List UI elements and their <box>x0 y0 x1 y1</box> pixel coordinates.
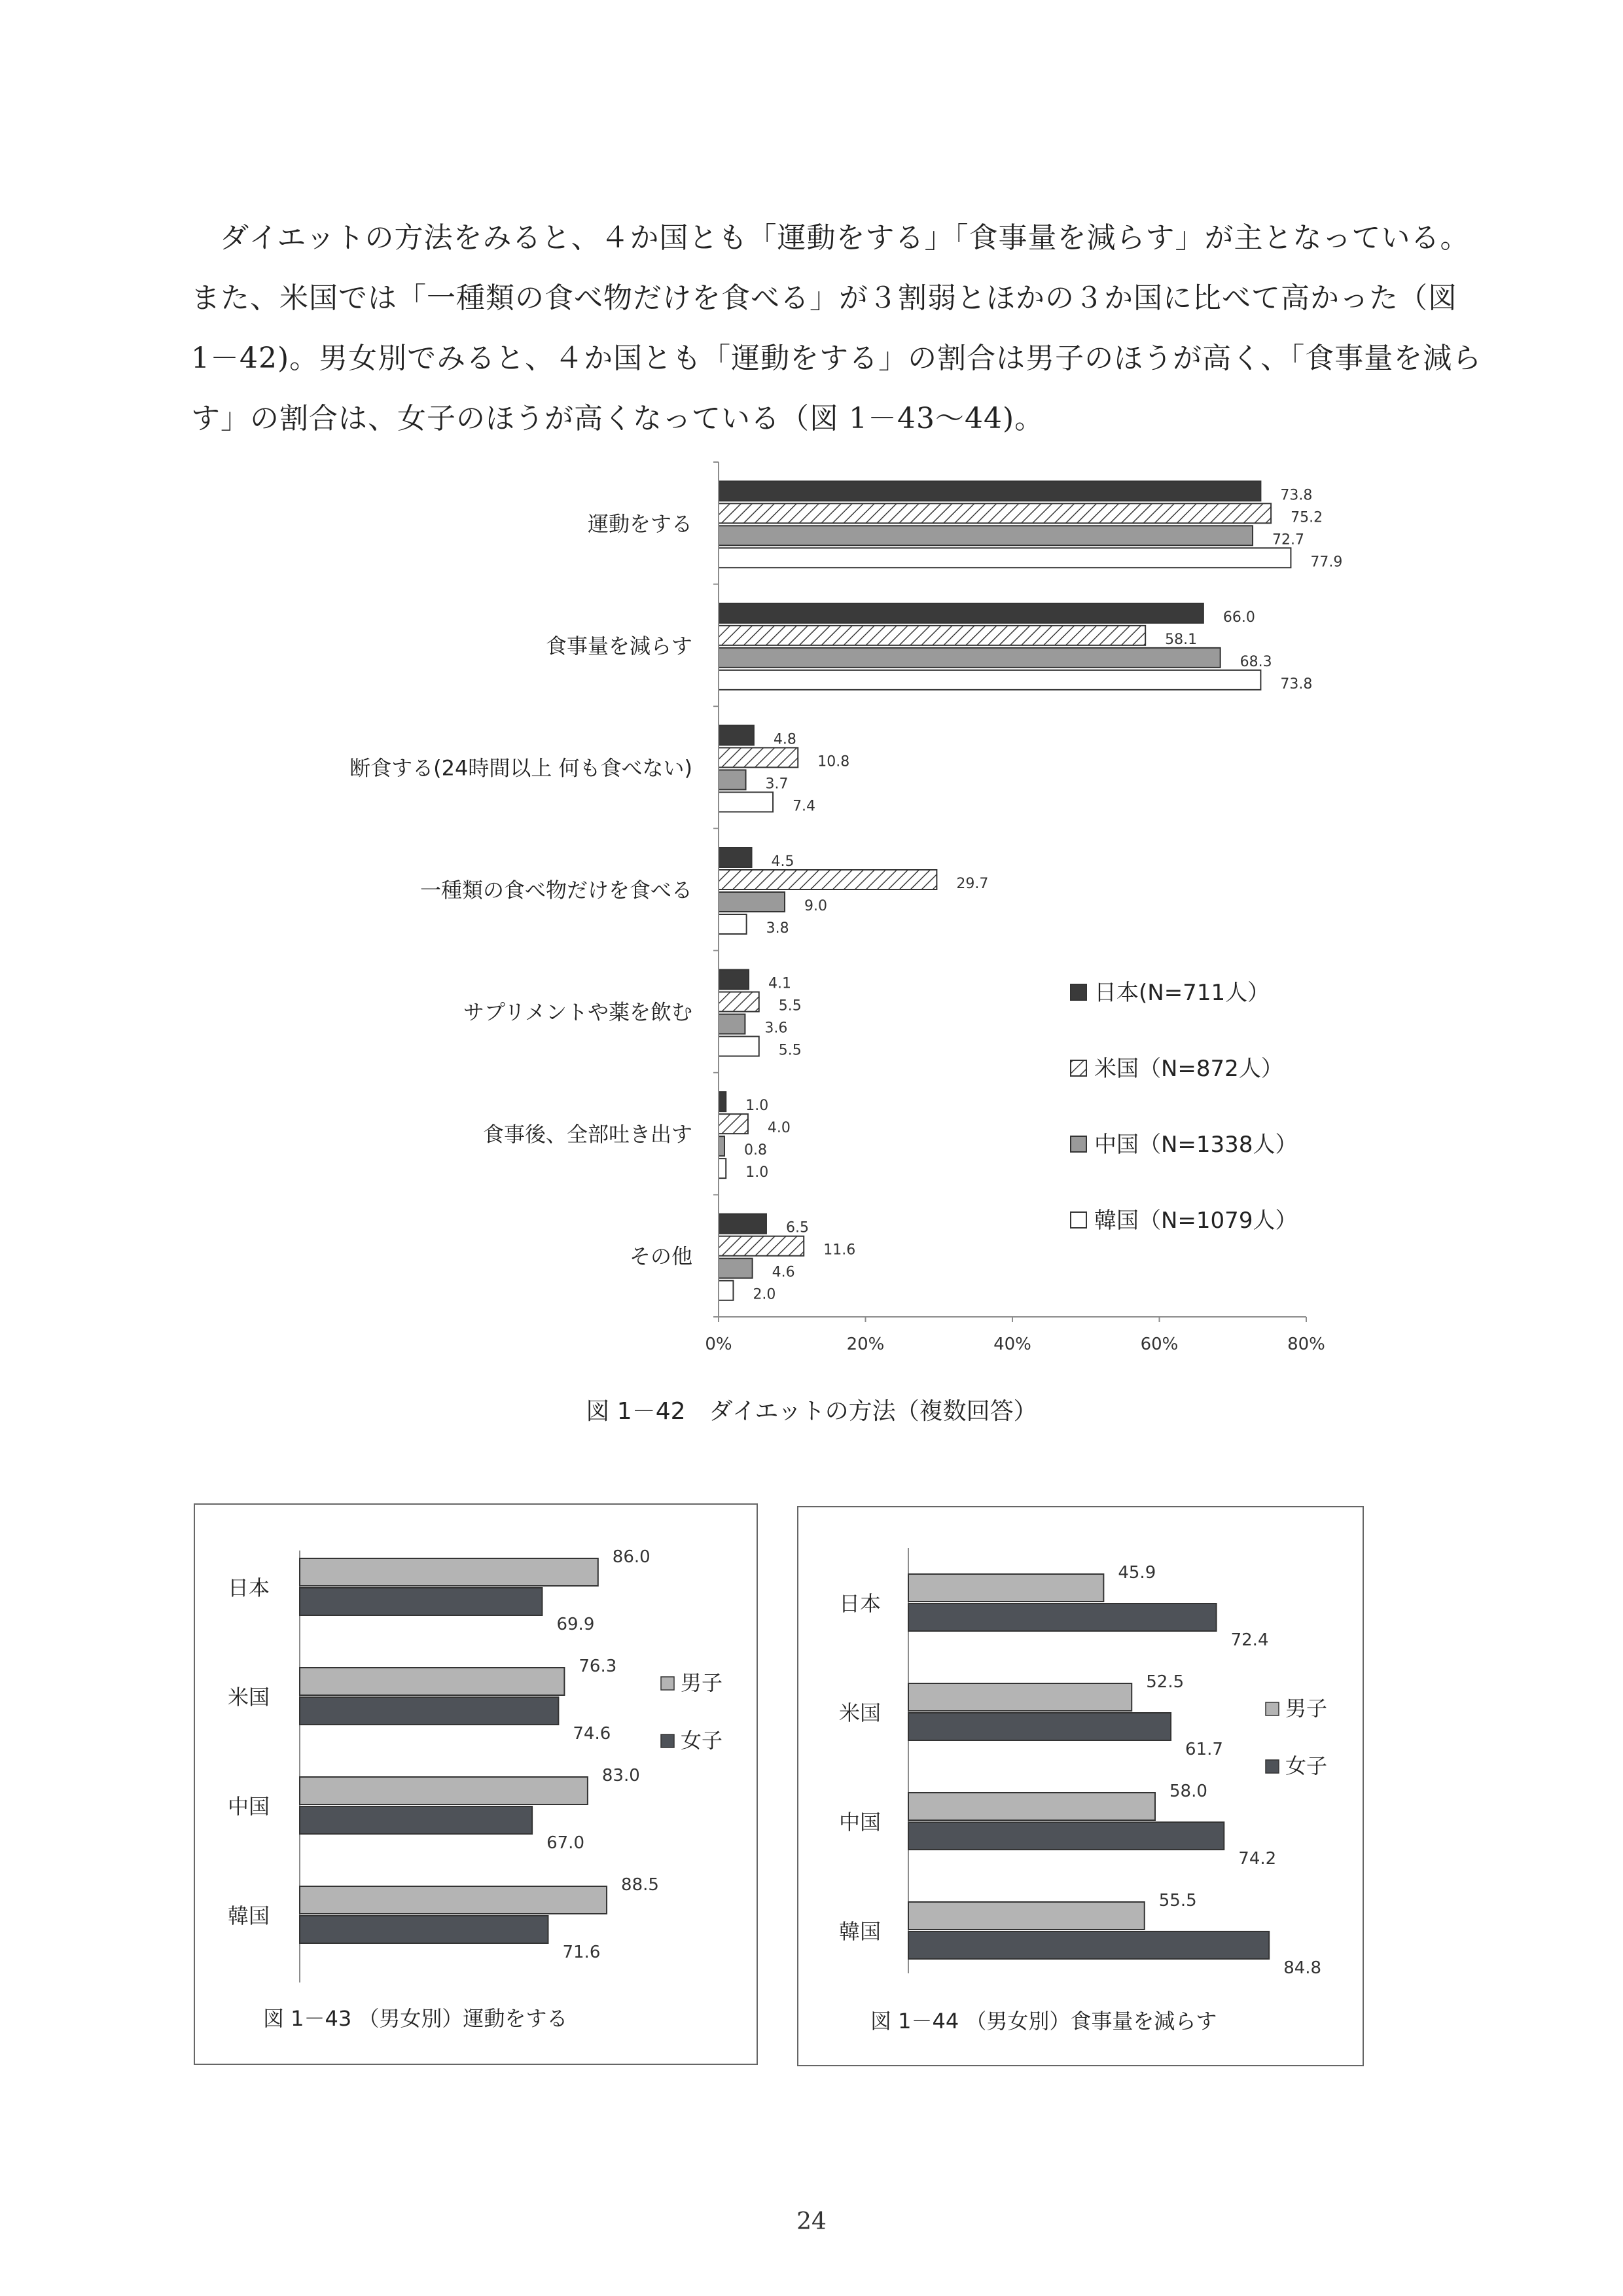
bar-japan <box>719 970 749 990</box>
bar-japan <box>719 1214 766 1234</box>
data-label: 29.7 <box>956 876 989 892</box>
paragraph-line: ダイエットの方法をみると、４か国とも「運動をする」「食事量を減らす」が主となっている。 <box>220 221 1470 255</box>
data-label: 2.0 <box>753 1286 776 1303</box>
category-label: 米国 <box>838 1700 882 1725</box>
data-label: 58.0 <box>1169 1782 1207 1801</box>
paragraph-line: 1－42)。男女別でみると、４か国とも「運動をする」の割合は男子のほうが高く、「食事量を減ら <box>191 342 1482 375</box>
chart-1-44 <box>798 1507 1363 2065</box>
category-label: 中国 <box>227 1794 270 1819</box>
data-label: 1.0 <box>745 1098 769 1115</box>
legend-label: 女子 <box>1285 1753 1328 1778</box>
data-label: 5.5 <box>778 1042 802 1059</box>
bar-japan <box>719 481 1260 501</box>
bar-girls <box>300 1806 532 1834</box>
x-tick-label: 40% <box>993 1335 1031 1354</box>
bar-china <box>719 770 746 789</box>
category-label: 韓国 <box>227 1903 270 1928</box>
bar-us <box>719 747 798 767</box>
category-label: サプリメントや薬を飲む <box>463 999 692 1025</box>
legend-label: 男子 <box>681 1670 723 1695</box>
data-label: 83.0 <box>601 1766 640 1785</box>
bar-china <box>719 648 1221 668</box>
category-label: その他 <box>629 1244 692 1269</box>
data-label: 5.5 <box>778 997 802 1014</box>
legend-swatch <box>1071 1212 1086 1228</box>
category-label: 断食する(24時間以上 何も食べない) <box>349 755 692 781</box>
data-label: 67.0 <box>546 1833 584 1853</box>
data-label: 71.6 <box>562 1943 601 1962</box>
bar-girls <box>908 1713 1171 1740</box>
data-label: 74.2 <box>1238 1849 1277 1869</box>
data-label: 3.7 <box>765 776 789 793</box>
bar-girls <box>300 1697 558 1725</box>
category-label: 運動をする <box>587 511 692 537</box>
legend-swatch <box>1266 1760 1279 1773</box>
figure-1-44-box <box>797 1506 1364 2066</box>
data-label: 72.4 <box>1230 1630 1269 1650</box>
legend-swatch <box>1071 1136 1086 1152</box>
bar-girls <box>908 1822 1224 1850</box>
bar-boys <box>908 1793 1155 1820</box>
category-label: 中国 <box>838 1810 882 1835</box>
figure-1-43-box <box>194 1503 758 2065</box>
data-label: 72.7 <box>1272 531 1305 548</box>
bar-korea <box>719 1281 733 1300</box>
data-label: 88.5 <box>621 1875 659 1895</box>
x-tick-label: 80% <box>1287 1335 1325 1354</box>
legend-label: 韓国（N=1079人） <box>1094 1208 1298 1234</box>
category-label: 日本 <box>227 1575 270 1600</box>
bar-girls <box>300 1588 542 1615</box>
data-label: 0.8 <box>743 1142 767 1159</box>
figure-caption: 図 1－44 （男女別）食事量を減らす <box>870 2009 1217 2034</box>
bar-korea <box>719 792 773 812</box>
bar-korea <box>719 1158 726 1178</box>
category-label: 韓国 <box>838 1919 882 1944</box>
bar-japan <box>719 1092 726 1111</box>
bar-china <box>719 1014 745 1034</box>
data-label: 77.9 <box>1310 554 1343 571</box>
data-label: 55.5 <box>1158 1891 1197 1910</box>
data-label: 4.0 <box>767 1120 791 1137</box>
legend-swatch <box>1071 984 1086 1000</box>
bar-boys <box>300 1668 564 1695</box>
data-label: 11.6 <box>823 1242 856 1259</box>
category-label: 米国 <box>227 1685 270 1710</box>
data-label: 3.8 <box>766 920 789 937</box>
bar-girls <box>908 1931 1269 1959</box>
bar-china <box>719 1259 753 1278</box>
bar-korea <box>719 548 1291 567</box>
legend-swatch <box>661 1734 674 1748</box>
bar-us <box>719 626 1145 645</box>
bar-japan <box>719 603 1204 623</box>
bar-boys <box>300 1777 588 1804</box>
data-label: 52.5 <box>1146 1672 1185 1692</box>
figure-caption: 図 1－43 （男女別）運動をする <box>263 2006 568 2031</box>
bar-us <box>719 992 759 1012</box>
data-label: 84.8 <box>1283 1958 1322 1978</box>
bar-korea <box>719 670 1260 690</box>
data-label: 4.5 <box>771 853 794 870</box>
data-label: 68.3 <box>1240 653 1272 670</box>
data-label: 3.6 <box>764 1020 788 1037</box>
bar-girls <box>300 1916 548 1943</box>
category-label: 一種類の食べ物だけを食べる <box>419 878 692 903</box>
data-label: 6.5 <box>785 1219 809 1236</box>
data-label: 66.0 <box>1222 609 1255 626</box>
data-label: 4.1 <box>768 975 792 992</box>
data-label: 7.4 <box>793 798 816 815</box>
bar-us <box>719 1114 748 1134</box>
bar-boys <box>300 1558 598 1586</box>
bar-us <box>719 870 936 889</box>
data-label: 61.7 <box>1185 1740 1223 1759</box>
bar-japan <box>719 725 754 745</box>
data-label: 9.0 <box>804 898 828 914</box>
figure-1-42-caption: 図 1－42 ダイエットの方法（複数回答） <box>586 1398 1037 1425</box>
data-label: 4.8 <box>773 731 796 748</box>
legend-swatch <box>1071 1060 1086 1076</box>
legend-label: 日本(N=711人） <box>1094 980 1270 1006</box>
legend-swatch <box>1266 1702 1279 1715</box>
bar-japan <box>719 848 752 867</box>
data-label: 1.0 <box>745 1164 769 1181</box>
data-label: 75.2 <box>1291 509 1323 526</box>
data-label: 4.6 <box>772 1264 795 1281</box>
chart-1-43 <box>195 1505 757 2064</box>
data-label: 73.8 <box>1280 675 1313 692</box>
paragraph-line: す」の割合は、女子のほうが高くなっている（図 1－43～44)。 <box>191 402 1044 435</box>
x-tick-label: 0% <box>705 1335 732 1354</box>
x-tick-label: 60% <box>1140 1335 1179 1354</box>
data-label: 58.1 <box>1165 631 1198 648</box>
bar-china <box>719 1136 724 1156</box>
data-label: 74.6 <box>573 1724 611 1744</box>
bar-girls <box>908 1604 1217 1631</box>
bar-korea <box>719 914 747 934</box>
legend-label: 女子 <box>681 1728 723 1753</box>
bar-korea <box>719 1037 759 1056</box>
bar-us <box>719 1236 804 1256</box>
legend-label: 中国（N=1338人） <box>1094 1132 1298 1158</box>
data-label: 86.0 <box>612 1547 651 1567</box>
category-label: 日本 <box>838 1591 882 1616</box>
category-label: 食事量を減らす <box>545 633 692 658</box>
bar-china <box>719 892 785 912</box>
legend-label: 米国（N=872人） <box>1094 1056 1283 1082</box>
category-label: 食事後、全部吐き出す <box>482 1122 692 1147</box>
data-label: 73.8 <box>1280 487 1313 504</box>
data-label: 76.3 <box>579 1657 617 1676</box>
legend-label: 男子 <box>1285 1696 1328 1721</box>
bar-china <box>719 526 1253 545</box>
data-label: 45.9 <box>1118 1563 1156 1583</box>
data-label: 10.8 <box>817 753 850 770</box>
legend-swatch <box>661 1677 674 1690</box>
bar-boys <box>300 1886 607 1914</box>
data-label: 69.9 <box>556 1615 595 1634</box>
bar-boys <box>908 1683 1132 1711</box>
bar-boys <box>908 1902 1145 1929</box>
paragraph-line: また、米国では「一種類の食べ物だけを食べる」が３割弱とほかの３か国に比べて高かった（図 <box>191 281 1457 315</box>
bar-us <box>719 503 1271 523</box>
page-number: 24 <box>796 2208 827 2235</box>
bar-boys <box>908 1574 1103 1602</box>
x-tick-label: 20% <box>846 1335 885 1354</box>
